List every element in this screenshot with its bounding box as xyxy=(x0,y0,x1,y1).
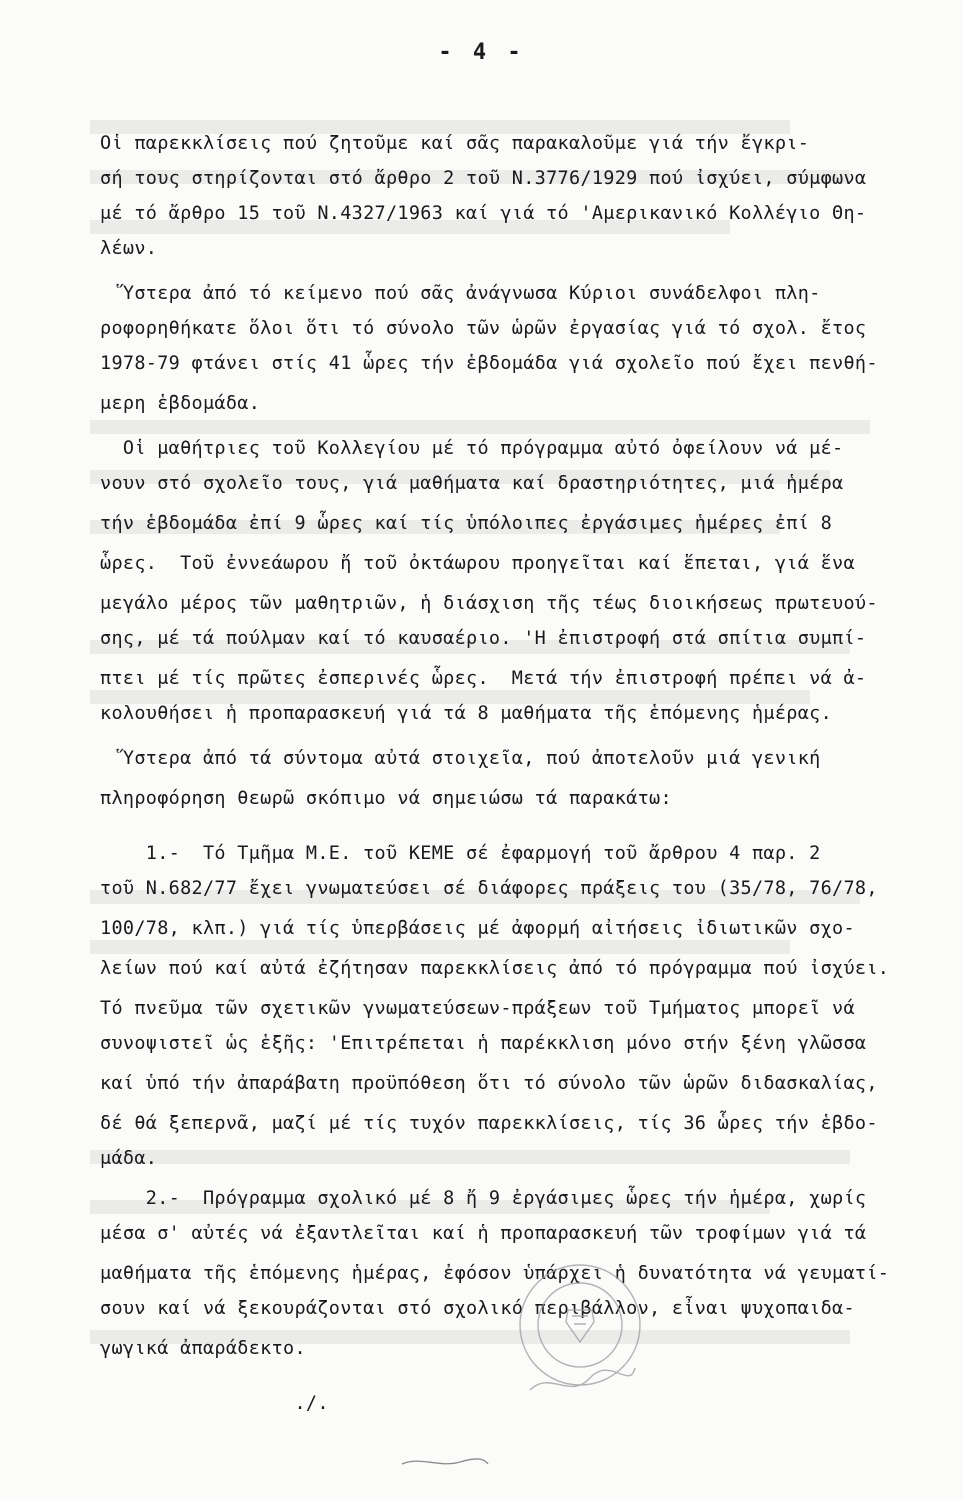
text-line: σή τους στηρίζονται στό ἄρθρο 2 τοῦ Ν.3776/1929 πού ἰσχύει, σύμφωνα xyxy=(100,168,867,189)
text-line: μέ τό ἄρθρο 15 τοῦ Ν.4327/1963 καί γιά τό 'Αμερικανικό Κολλέγιο Θη- xyxy=(100,203,867,224)
text-line: ./. xyxy=(100,1393,329,1414)
text-line: σουν καί νά ξεκουράζονται στό σχολικό περιβάλλον, εἶναι ψυχοπαιδα- xyxy=(100,1298,855,1319)
text-line: λέων. xyxy=(100,238,158,259)
text-line: σης, μέ τά πούλμαν καί τό καυσαέριο. 'Η ἐπιστροφή στά σπίτια συμπί- xyxy=(100,628,867,649)
text-line: τοῦ Ν.682/77 ἔχει γνωματεύσει σέ διάφορες πράξεις του (35/78, 76/78, xyxy=(100,878,878,899)
text-line: δέ θά ξεπερνᾶ, μαζί μέ τίς τυχόν παρεκκλίσεις, τίς 36 ὧρες τήν ἑβδο- xyxy=(100,1113,878,1134)
text-line: μέσα σ' αὐτές νά ἐξαντλεῖται καί ἡ προπαρασκευή τῶν τροφίμων γιά τά xyxy=(100,1223,867,1244)
text-line: Ὕστερα ἀπό τά σύντομα αὐτά στοιχεῖα, πού ἀποτελοῦν μιά γενική xyxy=(100,748,821,769)
text-line: 100/78, κλπ.) γιά τίς ὑπερβάσεις μέ ἀφορμή αἰτήσεις ἰδιωτικῶν σχο- xyxy=(100,918,855,939)
text-line: λείων πού καί αὐτά ἐζήτησαν παρεκκλίσεις ἀπό τό πρόγραμμα πού ἰσχύει. xyxy=(100,958,890,979)
text-line: Οἱ παρεκκλίσεις πού ζητοῦμε καί σᾶς παρακαλοῦμε γιά τήν ἔγκρι- xyxy=(100,133,810,154)
text-line: μερη ἑβδομάδα. xyxy=(100,393,261,414)
text-line: μεγάλο μέρος τῶν μαθητριῶν, ἡ διάσχιση τῆς τέως διοικήσεως πρωτευού- xyxy=(100,593,878,614)
official-seal-stamp xyxy=(510,1250,650,1410)
text-line: συνοψιστεῖ ὡς ἑξῆς: 'Επιτρέπεται ἡ παρέκκλιση μόνο στήν ξένη γλῶσσα xyxy=(100,1033,867,1054)
text-line: 1.- Τό Τμῆμα Μ.Ε. τοῦ ΚΕΜΕ σέ ἐφαρμογή τοῦ ἄρθρου 4 παρ. 2 xyxy=(100,843,821,864)
text-line: ὧρες. Τοῦ ἐννεάωρου ἤ τοῦ ὀκτάωρου προηγεῖται καί ἕπεται, γιά ἕνα xyxy=(100,553,855,574)
text-line: Ὕστερα ἀπό τό κείμενο πού σᾶς ἀνάγνωσα Κύριοι συνάδελφοι πλη- xyxy=(100,283,821,304)
text-line: γωγικά ἀπαράδεκτο. xyxy=(100,1338,306,1359)
text-line: νουν στό σχολεῖο τους, γιά μαθήματα καί δραστηριότητες, μιά ἡμέρα xyxy=(100,473,844,494)
text-line: τήν ἑβδομάδα ἐπί 9 ὧρες καί τίς ὑπόλοιπες ἐργάσιμες ἡμέρες ἐπί 8 xyxy=(100,513,833,534)
text-line: Οἱ μαθήτριες τοῦ Κολλεγίου μέ τό πρόγραμμα αὐτό ὀφείλουν νά μέ- xyxy=(100,438,844,459)
signature-flourish xyxy=(400,1450,490,1475)
text-line: κολουθήσει ἡ προπαρασκευή γιά τά 8 μαθήματα τῆς ἑπόμενης ἡμέρας. xyxy=(100,703,833,724)
text-line: Τό πνεῦμα τῶν σχετικῶν γνωματεύσεων-πράξεων τοῦ Τμήματος μπορεῖ νά xyxy=(100,998,855,1019)
page-number: - 4 - xyxy=(438,40,525,65)
text-line: μάδα. xyxy=(100,1148,158,1169)
text-line: 1978-79 φτάνει στίς 41 ὧρες τήν ἑβδομάδα γιά σχολεῖο πού ἔχει πενθή- xyxy=(100,353,878,374)
text-line: μαθήματα τῆς ἑπόμενης ἡμέρας, ἐφόσον ὑπάρχει ἡ δυνατότητα νά γευματί- xyxy=(100,1263,890,1284)
text-line: πτει μέ τίς πρῶτες ἐσπερινές ὧρες. Μετά τήν ἐπιστροφή πρέπει νά ἀ- xyxy=(100,668,867,689)
text-line: καί ὑπό τήν ἀπαράβατη προϋπόθεση ὅτι τό σύνολο τῶν ὡρῶν διδασκαλίας, xyxy=(100,1073,878,1094)
text-line: 2.- Πρόγραμμα σχολικό μέ 8 ἤ 9 ἐργάσιμες ὧρες τήν ἡμέρα, χωρίς xyxy=(100,1188,867,1209)
text-line: ροφορηθήκατε ὅλοι ὅτι τό σύνολο τῶν ὡρῶν ἐργασίας γιά τό σχολ. ἔτος xyxy=(100,318,867,339)
text-line: πληροφόρηση θεωρῶ σκόπιμο νά σημειώσω τά παρακάτω: xyxy=(100,788,672,809)
